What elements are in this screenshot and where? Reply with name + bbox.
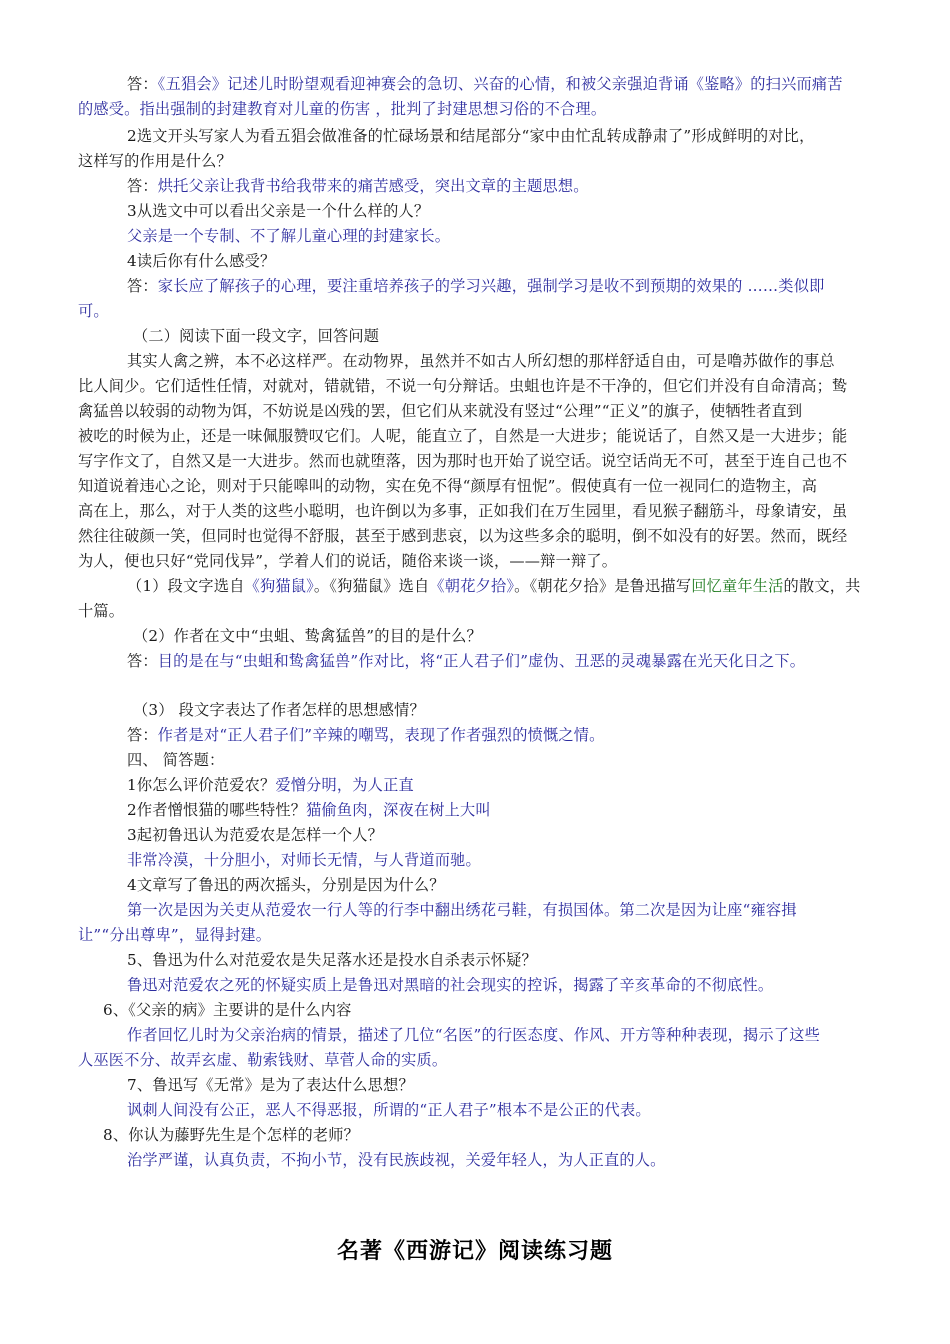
part2-q2-answer-text: 目的是在与“虫蛆和鸷禽猛兽”作对比，将“正人君子们”虚伪、丑恶的灵魂暴露在光天化日之下。 bbox=[157, 652, 806, 670]
answer-prefix: 答： bbox=[127, 75, 158, 93]
q4-answer-text1: 家长应了解孩子的心理，要注重培养孩子的学习兴趣，强制学习是收不到预期的效果的 ……类似即 bbox=[157, 277, 825, 295]
passage-line: 为人，便也只好“党同伐异”，学着人们的说话，随俗来谈一谈，——辩一辩了。 bbox=[78, 552, 618, 570]
part2-q1-text: 。《狗猫鼠》选自 bbox=[313, 577, 430, 595]
q2-question-line1: 2选文开头写家人为看五猖会做准备的忙碌场景和结尾部分“家中由忙乱转成静肃了”形成鲜明的对比， bbox=[127, 127, 815, 145]
q1-answer-text1: 《五猖会》记述儿时盼望观看迎神赛会的急切、兴奋的心情，和被父亲强迫背诵《鉴略》的扫兴而痛苦 bbox=[157, 75, 843, 93]
part2-q3-answer bbox=[127, 723, 884, 748]
answer-prefix: 答： bbox=[127, 177, 158, 195]
part2-q3: （3） 段文字表达了作者怎样的思想感情？ bbox=[133, 701, 425, 719]
part4-q2-question: 2作者憎恨猫的哪些特性？ bbox=[127, 801, 307, 819]
part2-q1-text: （1）段文字选自 bbox=[127, 577, 245, 595]
part2-heading: （二）阅读下面一段文字，回答问题 bbox=[133, 327, 380, 345]
passage-line: 高在上，那么，对于人类的这些小聪明，也许倒以为多事，正如我们在万生园里，看见猴子翻筋斗，母象请安，虽 bbox=[78, 502, 848, 520]
q3-question: 3从选文中可以看出父亲是一个什么样的人？ bbox=[127, 202, 430, 220]
part4-q1-question: 1你怎么评价范爱农？ bbox=[127, 776, 276, 794]
part4-q7: 7、鲁迅写《无常》是为了表达什么思想？ bbox=[127, 1076, 414, 1094]
passage-line: 禽猛兽以较弱的动物为饵，不妨说是凶残的罢，但它们从来就没有竖过“公理”“正义”的旗子，使牺牲者直到 bbox=[78, 402, 803, 420]
part4-q8-answer: 治学严谨，认真负责，不拘小节，没有民族歧视，关爱年轻人，为人正直的人。 bbox=[127, 1151, 666, 1169]
part2-q1-line1 bbox=[127, 574, 884, 599]
q2-answer-text: 烘托父亲让我背书给我带来的痛苦感受，突出文章的主题思想。 bbox=[157, 177, 589, 195]
answer-prefix: 答： bbox=[127, 726, 158, 744]
part4-q3: 3起初鲁迅认为范爱农是怎样一个人？ bbox=[127, 826, 384, 844]
answer-prefix: 答： bbox=[127, 652, 158, 670]
part2-q2-answer bbox=[127, 649, 884, 674]
part2-q1-answer-book: 《朝花夕拾》 bbox=[429, 577, 515, 595]
part4-q6-answer-line1: 作者回忆儿时为父亲治病的情景，描述了几位“名医”的行医态度、作风、开方等种种表现，揭示了这些 bbox=[127, 1026, 820, 1044]
part2-q3-answer-text: 作者是对“正人君子们”辛辣的嘲骂，表现了作者强烈的愤慨之情。 bbox=[157, 726, 605, 744]
part2-q1-line2: 十篇。 bbox=[78, 602, 125, 620]
q4-answer-line1 bbox=[127, 274, 884, 299]
passage-line: 其实人禽之辨，本不必这样严。在动物界，虽然并不如古人所幻想的那样舒适自由，可是噜苏做作的事总 bbox=[127, 352, 835, 370]
q1-answer-line1 bbox=[127, 72, 884, 97]
q4-question: 4读后你有什么感受？ bbox=[127, 252, 276, 270]
part4-q2 bbox=[127, 798, 884, 823]
q4-answer-line2: 可。 bbox=[78, 302, 109, 320]
part2-q2: （2）作者在文中“虫蛆、鸷禽猛兽”的目的是什么？ bbox=[133, 627, 482, 645]
part4-q4-answer-line1: 第一次是因为关吏从范爱农一行人等的行李中翻出绣花弓鞋，有损国体。第二次是因为让座“雍容揖 bbox=[127, 901, 797, 919]
part4-heading: 四、 简答题： bbox=[127, 751, 225, 769]
part4-q7-answer: 讽刺人间没有公正，恶人不得恶报，所谓的“正人君子”根本不是公正的代表。 bbox=[127, 1101, 651, 1119]
part2-q1-answer-source: 《狗猫鼠》 bbox=[244, 577, 314, 595]
passage-line: 然往往破颜一笑，但同时也觉得不舒服，甚至于感到悲哀，以为这些多余的聪明，倒不如没有的好罢。然而，既经 bbox=[78, 527, 848, 545]
q1-answer-line2: 的感受。指出强制的封建教育对儿童的伤害 ，批判了封建思想习俗的不合理。 bbox=[78, 100, 607, 118]
part4-q1-answer: 爱憎分明，为人正直 bbox=[275, 776, 414, 794]
part4-q4: 4文章写了鲁迅的两次摇头，分别是因为什么？ bbox=[127, 876, 445, 894]
passage-line: 知道说着违心之论，则对于只能嗥叫的动物，实在免不得“颜厚有忸怩”。假使真有一位一视同仁的造物主，高 bbox=[78, 477, 818, 495]
q2-answer bbox=[127, 174, 884, 199]
part4-q8: 8、你认为藤野先生是个怎样的老师？ bbox=[103, 1126, 360, 1144]
part2-q1-answer-theme: 回忆童年生活 bbox=[691, 577, 784, 595]
part4-q4-answer-line2: 让”“分出尊卑”，显得封建。 bbox=[78, 926, 272, 944]
part4-q3-answer: 非常冷漠，十分胆小，对师长无情，与人背道而驰。 bbox=[127, 851, 481, 869]
passage-line: 被吃的时候为止，还是一味佩服赞叹它们。人呢，能直立了，自然是一大进步；能说话了，自然又是一大进步；能 bbox=[78, 427, 848, 445]
part4-q6-answer-line2: 人巫医不分、故弄玄虚、勒索钱财、草菅人命的实质。 bbox=[78, 1051, 448, 1069]
answer-prefix: 答： bbox=[127, 277, 158, 295]
passage-line: 写字作文了，自然又是一大进步。然而也就堕落，因为那时也开始了说空话。说空话尚无不可，甚至于连自己也不 bbox=[78, 452, 848, 470]
part4-q5-answer: 鲁迅对范爱农之死的怀疑实质上是鲁迅对黑暗的社会现实的控诉，揭露了辛亥革命的不彻底性。 bbox=[127, 976, 774, 994]
part4-q6: 6、《父亲的病》主要讲的是什么内容 bbox=[103, 1001, 352, 1019]
part4-q1 bbox=[127, 773, 884, 798]
section-title: 名著《西游记》阅读练习题 bbox=[336, 1239, 613, 1264]
part2-q1-text: 的散文，共 bbox=[783, 577, 861, 595]
passage-line: 比人间少。它们适性任情，对就对，错就错，不说一句分辩话。虫蛆也许是不干净的，但它们并没有自命清高；鸷 bbox=[78, 377, 848, 395]
part4-q2-answer: 猫偷鱼肉，深夜在树上大叫 bbox=[306, 801, 491, 819]
part2-q1-text: 。《朝花夕拾》是鲁迅描写 bbox=[514, 577, 692, 595]
q2-question-line2: 这样写的作用是什么？ bbox=[78, 152, 232, 170]
part4-q5: 5、鲁迅为什么对范爱农是失足落水还是投水自杀表示怀疑？ bbox=[127, 951, 537, 969]
q3-answer: 父亲是一个专制、不了解儿童心理的封建家长。 bbox=[127, 227, 451, 245]
